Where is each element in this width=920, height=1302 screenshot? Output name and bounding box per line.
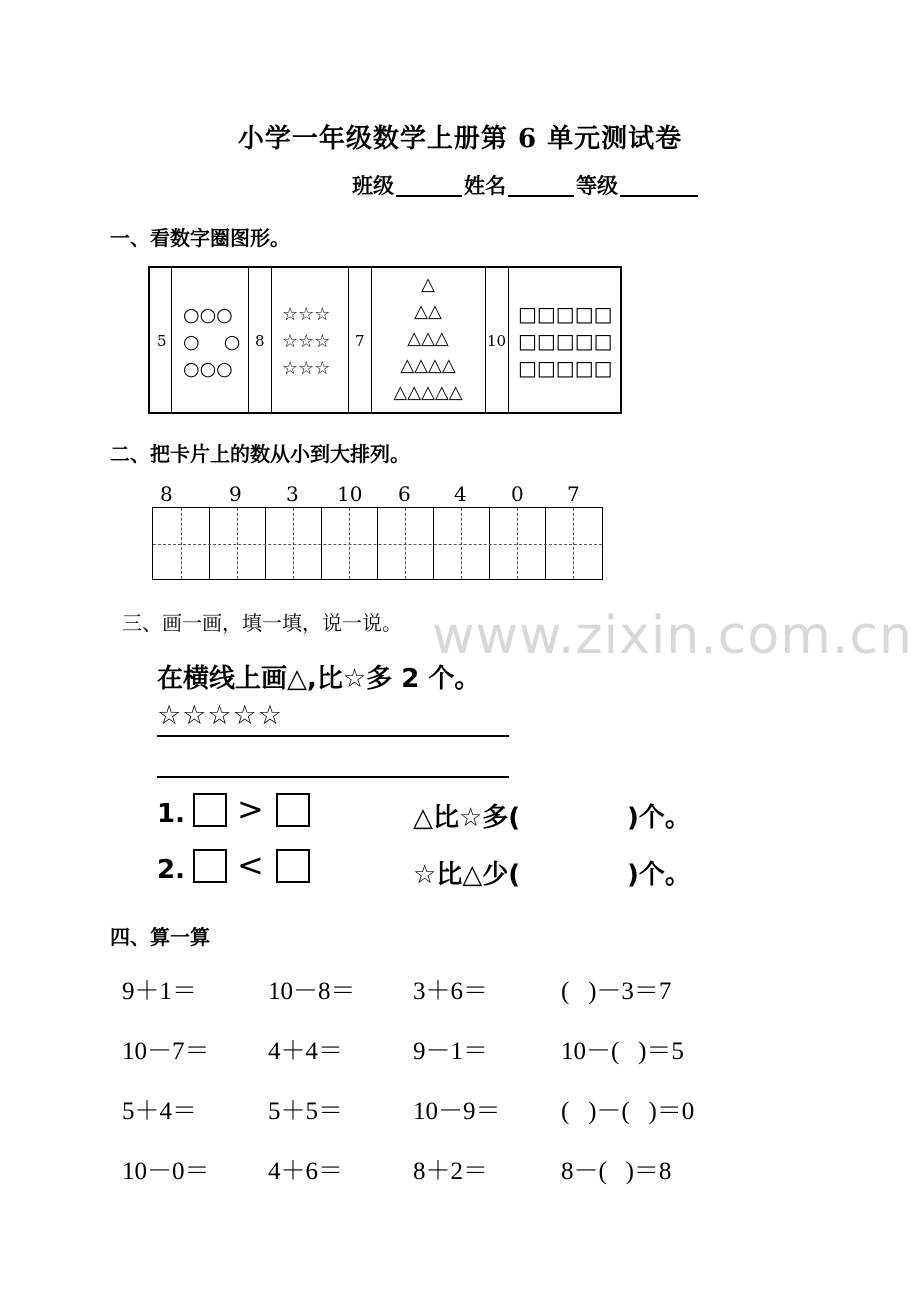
calc-item[interactable]: ( )－( )＝0	[561, 1098, 695, 1125]
square-icon[interactable]: □□□□□	[518, 356, 613, 380]
calc-item[interactable]: 10－9＝	[413, 1098, 501, 1125]
number-card: 6	[398, 482, 411, 506]
calc-item[interactable]: 10－( )＝5	[561, 1038, 684, 1065]
triangle-icon[interactable]: △△△	[407, 328, 449, 349]
answer-box[interactable]	[276, 849, 310, 883]
group-number: 8	[255, 332, 265, 350]
section2-heading: 二、把卡片上的数从小到大排列。	[110, 442, 410, 466]
number-card: 3	[286, 482, 299, 506]
calc-item[interactable]: 4＋6＝	[268, 1158, 344, 1185]
name-blank[interactable]	[508, 175, 574, 197]
star-icon: ☆☆☆☆☆	[157, 700, 284, 731]
circle-icon[interactable]: ○○○	[183, 304, 233, 326]
shape-count-table	[148, 266, 622, 414]
calc-item[interactable]: 8－( )＝8	[561, 1158, 672, 1185]
student-info	[352, 170, 700, 200]
group-number: 10	[487, 332, 507, 350]
number-card: 4	[454, 482, 467, 506]
group-number: 5	[157, 332, 167, 350]
page-title: 小学一年级数学上册第 6 单元测试卷	[237, 124, 683, 154]
calc-item[interactable]: 10－8＝	[268, 978, 356, 1005]
grade-label: 等级	[576, 173, 618, 198]
calc-item[interactable]: 10－0＝	[122, 1158, 210, 1185]
draw-line-1[interactable]	[157, 735, 509, 737]
answer-box[interactable]	[276, 793, 310, 827]
group-number: 7	[355, 332, 365, 350]
draw-line-2[interactable]	[157, 776, 509, 778]
compare-question-1: △比☆多(	[413, 803, 521, 833]
calc-item[interactable]: 5＋5＝	[268, 1098, 344, 1125]
answer-grid[interactable]	[152, 507, 603, 580]
number-card: 0	[511, 482, 524, 506]
compare-question-2-end: )个。	[627, 860, 691, 890]
number-card: 8	[160, 482, 173, 506]
circle-icon[interactable]: ○ ○	[183, 331, 241, 353]
grade-blank[interactable]	[620, 175, 698, 197]
star-icon[interactable]: ☆☆☆	[282, 358, 331, 379]
number-card: 7	[567, 482, 580, 506]
calc-item[interactable]: 10－7＝	[122, 1038, 210, 1065]
section1-heading: 一、看数字圈图形。	[110, 226, 290, 250]
circle-icon[interactable]: ○○○	[183, 358, 233, 380]
calc-item[interactable]: 5＋4＝	[122, 1098, 198, 1125]
watermark: www.zixin.com.cn	[432, 606, 913, 666]
compare-question-2: ☆比△少(	[413, 860, 521, 890]
name-label: 姓名	[464, 173, 506, 198]
triangle-icon[interactable]: △	[421, 274, 435, 295]
greater-than-sign: >	[237, 790, 264, 828]
class-blank[interactable]	[396, 175, 462, 197]
calc-item[interactable]: ( )－3＝7	[561, 978, 672, 1005]
calc-item[interactable]: 9－1＝	[413, 1038, 489, 1065]
triangle-icon[interactable]: △△△△△	[393, 382, 463, 403]
star-icon[interactable]: ☆☆☆	[282, 331, 331, 352]
calc-item[interactable]: 9＋1＝	[122, 978, 198, 1005]
section3-heading: 三、画一画，填一填，说一说。	[122, 611, 402, 635]
answer-box[interactable]	[193, 793, 227, 827]
calc-item[interactable]: 8＋2＝	[413, 1158, 489, 1185]
question-number: 1.	[157, 799, 185, 829]
section4-heading: 四、算一算	[110, 925, 210, 949]
less-than-sign: <	[237, 846, 264, 884]
answer-box[interactable]	[193, 849, 227, 883]
triangle-icon[interactable]: △△	[414, 301, 442, 322]
square-icon[interactable]: □□□□□	[518, 329, 613, 353]
number-card: 9	[229, 482, 242, 506]
number-card: 10	[337, 482, 363, 506]
question-number: 2.	[157, 855, 185, 885]
calc-item[interactable]: 4＋4＝	[268, 1038, 344, 1065]
class-label: 班级	[352, 173, 394, 198]
calc-item[interactable]: 3＋6＝	[413, 978, 489, 1005]
square-icon[interactable]: □□□□□	[518, 302, 613, 326]
compare-question-1-end: )个。	[627, 803, 691, 833]
draw-instruction: 在横线上画△,比☆多 2 个。	[157, 664, 481, 694]
star-icon[interactable]: ☆☆☆	[282, 304, 331, 325]
triangle-icon[interactable]: △△△△	[400, 355, 456, 376]
